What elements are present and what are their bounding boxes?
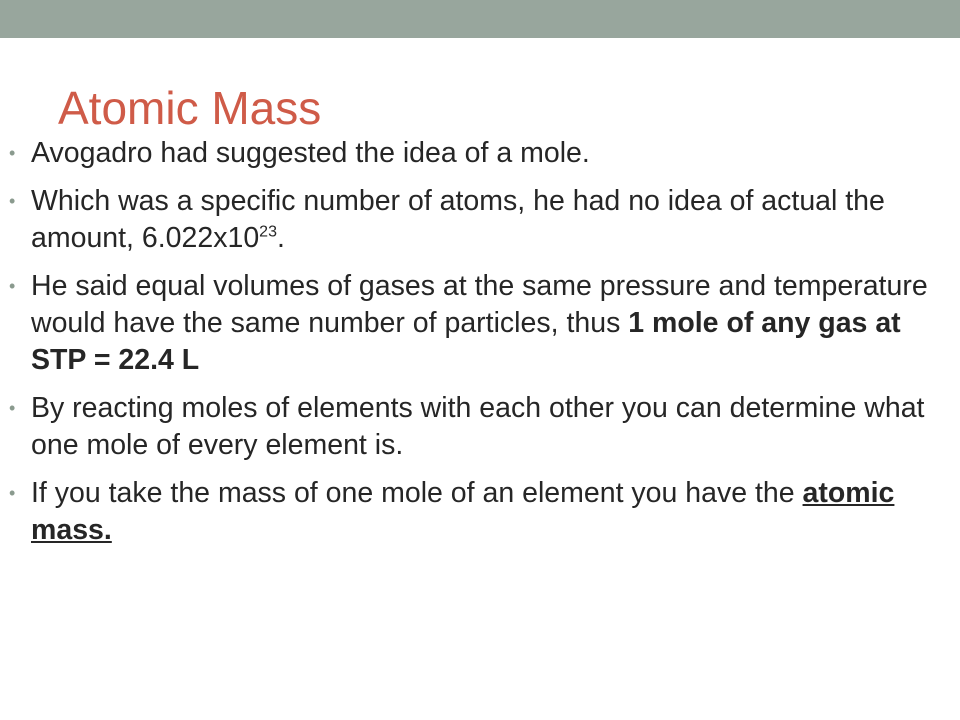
bullet-text bbox=[31, 135, 942, 172]
bullet-text-body: Avogadro had suggested the idea of a mole. bbox=[31, 137, 590, 169]
bullet-text bbox=[31, 183, 942, 257]
bullet-dot-icon: • bbox=[9, 483, 16, 503]
bullet-text-body: By reacting moles of elements with each other you can determine what one mole of every element is. bbox=[31, 392, 925, 461]
bullet-dot-icon: • bbox=[9, 191, 16, 211]
bullet-dot-icon: • bbox=[9, 143, 16, 163]
slide-title: Atomic Mass bbox=[58, 82, 322, 134]
bullet-dot-icon: • bbox=[9, 398, 16, 418]
bullet-item bbox=[0, 390, 960, 464]
bullet-item bbox=[0, 135, 960, 172]
top-accent-bar bbox=[0, 0, 960, 38]
bullet-item bbox=[0, 183, 960, 257]
bullet-text-body: If you take the mass of one mole of an element you have the bbox=[31, 477, 803, 509]
bullet-text-body: He said equal volumes of gases at the same pressure and temperature would have the same number of particles, thus bbox=[31, 270, 928, 339]
bullet-item bbox=[0, 268, 960, 379]
exponent-superscript: 23 bbox=[259, 223, 277, 241]
bullet-item bbox=[0, 475, 960, 549]
bold-emphasis: 1 mole of any gas at STP = 22.4 L bbox=[31, 307, 901, 376]
bullet-text bbox=[31, 268, 942, 379]
bullet-text-body: Which was a specific number of atoms, he had no idea of actual the amount, 6.022x10 bbox=[31, 185, 885, 254]
bullet-text bbox=[31, 390, 942, 464]
bullet-text bbox=[31, 475, 942, 549]
bullet-text-end: . bbox=[276, 222, 285, 254]
bullet-list bbox=[0, 135, 960, 560]
key-term-atomic-mass: atomic mass. bbox=[31, 477, 895, 546]
bullet-dot-icon: • bbox=[9, 276, 16, 296]
